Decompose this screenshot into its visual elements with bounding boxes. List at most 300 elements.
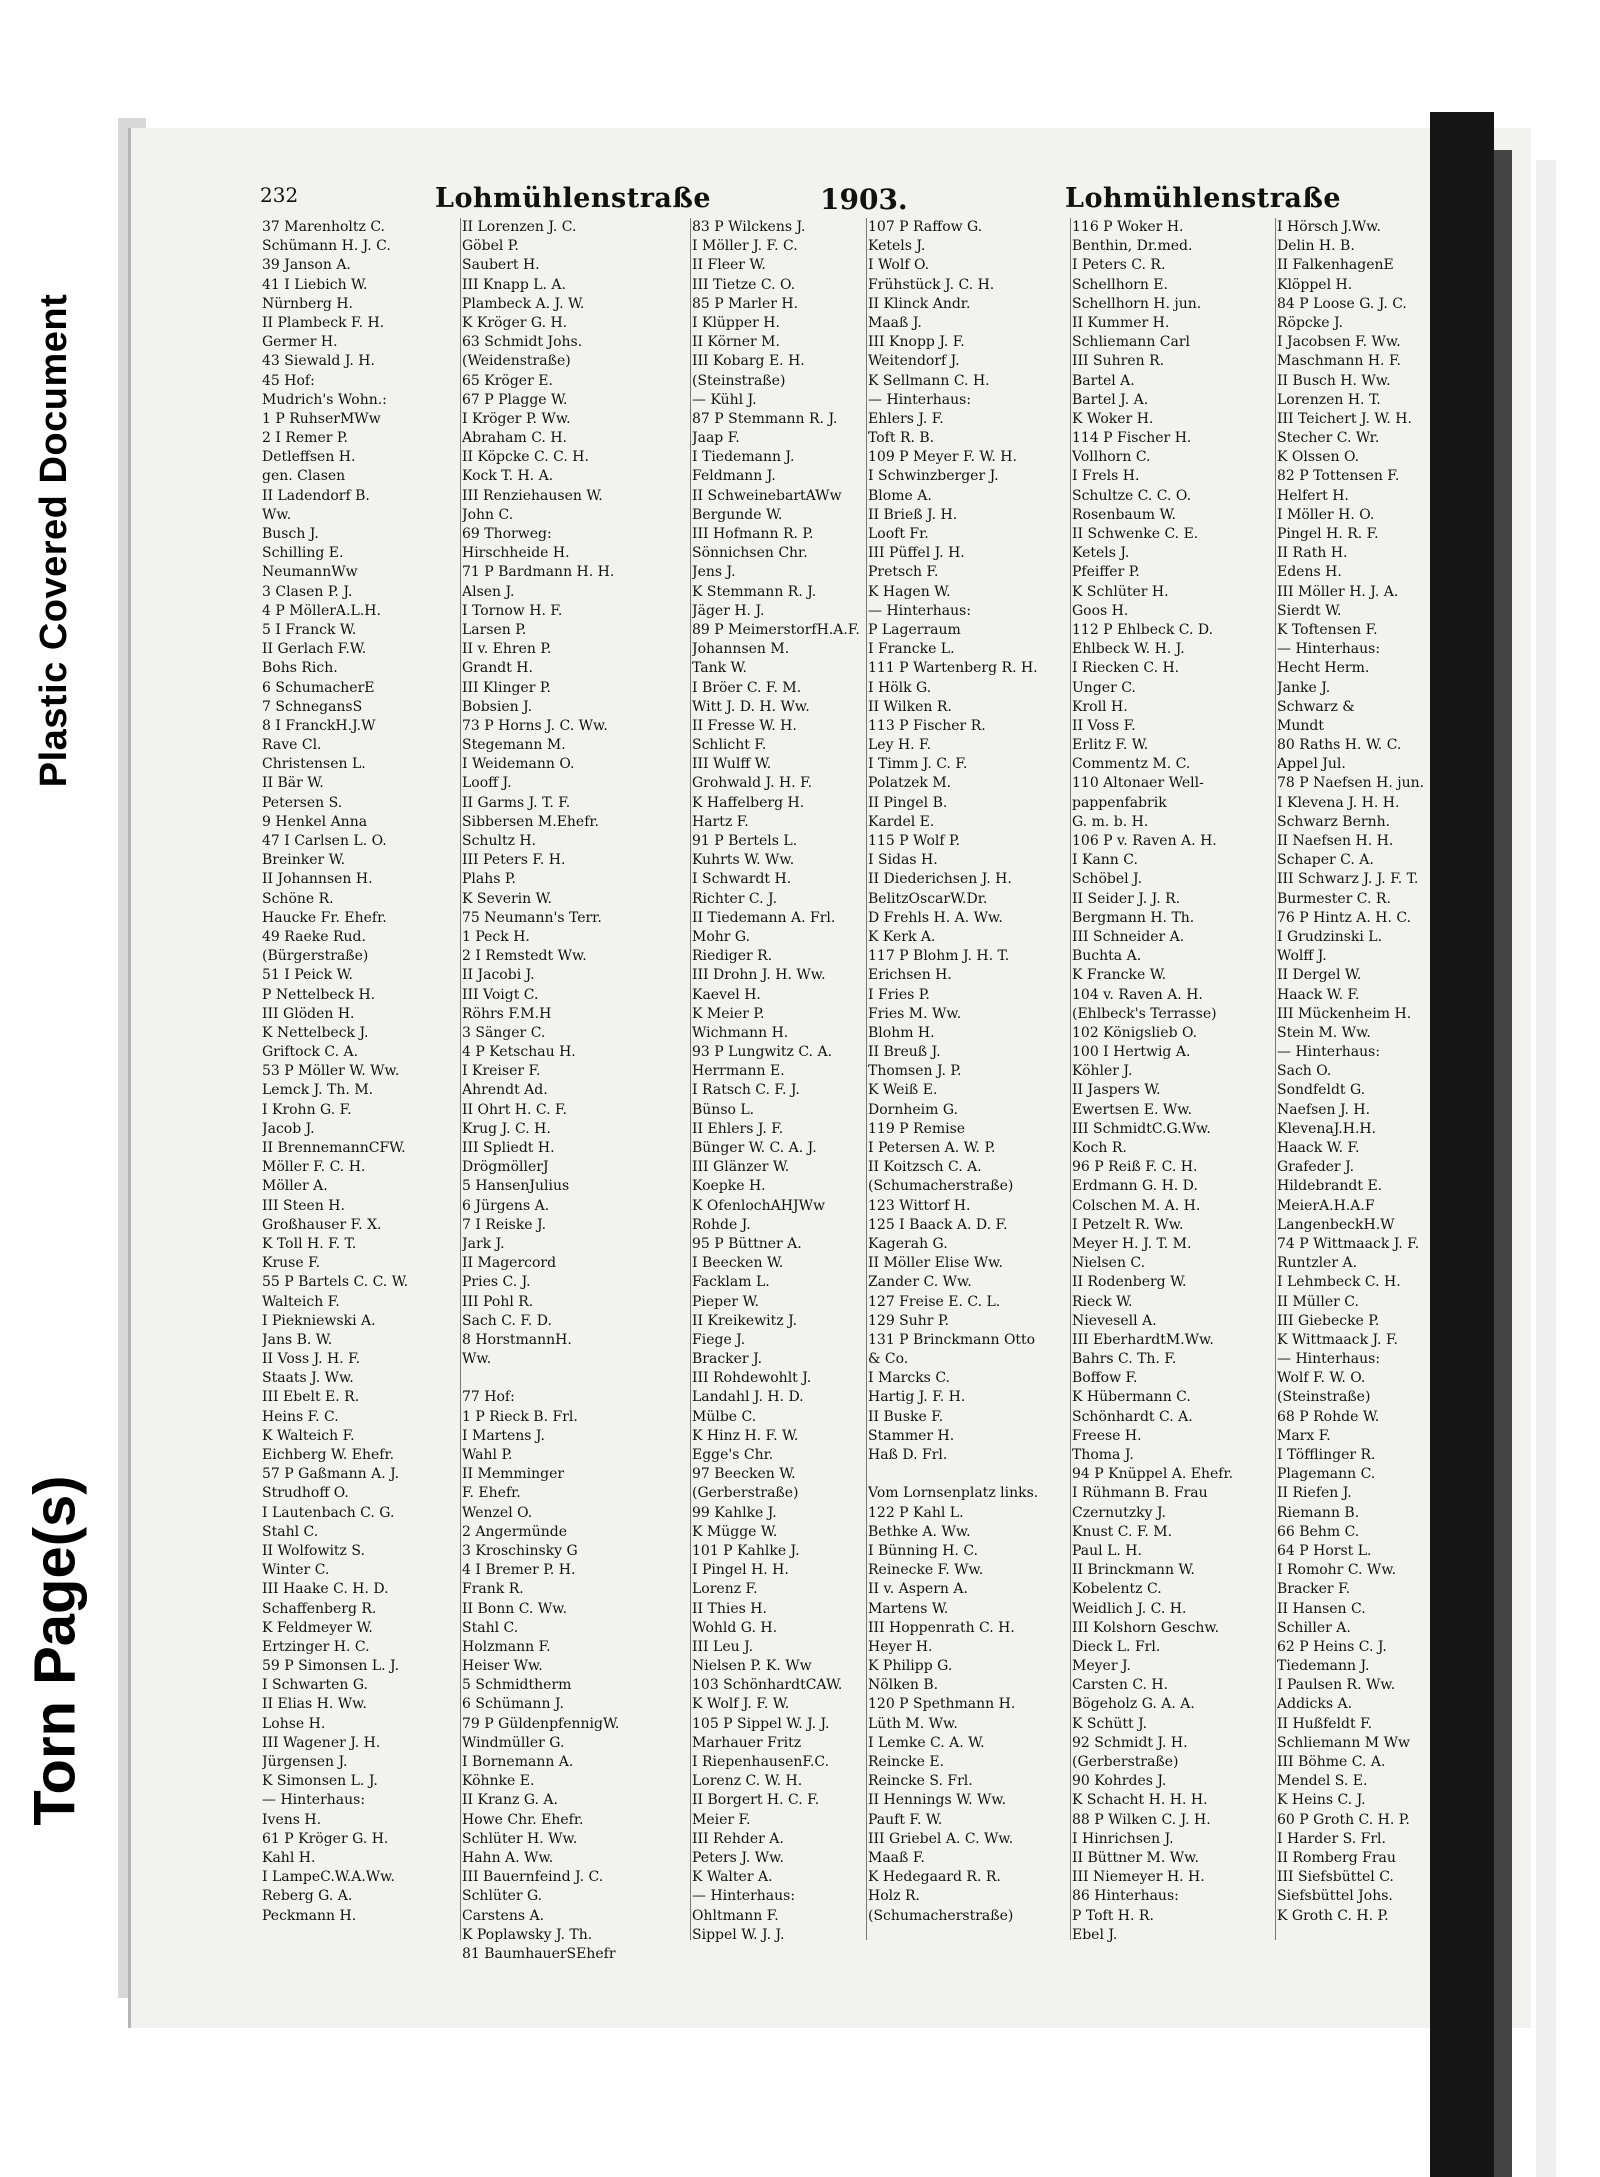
directory-entry: Sondfeldt G.: [1277, 1082, 1366, 1099]
directory-entry: 65 Kröger E.: [462, 372, 553, 389]
directory-entry: III Wagener J. H.: [262, 1734, 381, 1751]
directory-entry: 78 P Naefsen H. jun.: [1277, 775, 1425, 792]
directory-entry: Schlicht F.: [692, 737, 767, 754]
directory-entry: Alsen J.: [462, 583, 515, 600]
directory-entry: Sach C. F. D.: [462, 1312, 552, 1329]
directory-entry: Sibbersen M.Ehefr.: [462, 813, 599, 830]
directory-entry: Lorenz C. W. H.: [692, 1773, 803, 1790]
directory-entry: K Hinz H. F. W.: [692, 1427, 799, 1444]
directory-entry: II Romberg Frau: [1277, 1849, 1396, 1866]
directory-entry: 67 P Plagge W.: [462, 391, 568, 408]
directory-entry: II Tiedemann A. Frl.: [692, 909, 836, 926]
directory-entry: [462, 1369, 686, 1388]
directory-entry: I Hinrichsen J.: [1072, 1830, 1174, 1847]
directory-entry: Schöbel J.: [1072, 871, 1143, 888]
directory-entry: P Nettelbeck H.: [262, 986, 376, 1003]
directory-entry: I Tiedemann J.: [692, 449, 795, 466]
directory-entry: Czernutzky J.: [1072, 1504, 1166, 1521]
directory-entry: Richter C. J.: [692, 890, 778, 907]
directory-entry: I Kann C.: [1072, 852, 1138, 869]
directory-entry: Möller A.: [262, 1178, 328, 1195]
directory-entry: Plambeck A. J. W.: [462, 295, 585, 312]
column-divider: [690, 218, 691, 1940]
directory-entry: Hildebrandt E.: [1277, 1178, 1383, 1195]
directory-entry: III Rohdewohlt J.: [692, 1370, 812, 1387]
directory-entry: (Ehlbeck's Terrasse): [1072, 1005, 1217, 1022]
directory-entry: Weidlich J. C. H.: [1072, 1600, 1187, 1617]
directory-entry: III Voigt C.: [462, 986, 539, 1003]
directory-entry: Wolff J.: [1277, 948, 1327, 965]
directory-entry: gen. Clasen: [262, 468, 346, 485]
directory-entry: Carstens A.: [462, 1907, 545, 1924]
directory-entry: Ewertsen E. Ww.: [1072, 1101, 1193, 1118]
column-divider: [1275, 218, 1276, 1940]
directory-entry: Abraham C. H.: [462, 430, 567, 447]
directory-entry: Schaper C. A.: [1277, 852, 1374, 869]
directory-entry: K Stemmann R. J.: [692, 583, 817, 600]
directory-entry: III Schneider A.: [1072, 928, 1185, 945]
directory-entry: 74 P Wittmaack J. F.: [1277, 1235, 1420, 1252]
directory-entry: I Klüpper H.: [692, 314, 780, 331]
directory-entry: 5 I Franck W.: [262, 621, 357, 638]
directory-entry: 60 P Groth C. H. P.: [1277, 1811, 1410, 1828]
directory-entry: Nölken B.: [868, 1677, 939, 1694]
directory-entry: Erlitz F. W.: [1072, 737, 1149, 754]
directory-entry: — Hinterhaus:: [1277, 1044, 1381, 1061]
directory-entry: Carsten C. H.: [1072, 1677, 1169, 1694]
directory-entry: Holzmann F.: [462, 1638, 551, 1655]
directory-entry: II Kreikewitz J.: [692, 1312, 798, 1329]
directory-entry: II Ehlers J. F.: [692, 1120, 784, 1137]
directory-entry: 86 Hinterhaus:: [1072, 1888, 1179, 1905]
directory-entry: Erdmann G. H. D.: [1072, 1178, 1198, 1195]
directory-entry: Schiller A.: [1277, 1619, 1351, 1636]
directory-entry: II Büttner M. Ww.: [1072, 1849, 1199, 1866]
directory-entry: Sippel W. J. J.: [692, 1926, 785, 1943]
directory-entry: K Mügge W.: [692, 1523, 778, 1540]
directory-entry: John C.: [462, 506, 514, 523]
directory-entry: III Bauernfeind J. C.: [462, 1869, 604, 1886]
directory-entry: I Bornemann A.: [462, 1754, 574, 1770]
directory-entry: Breinker W.: [262, 852, 346, 869]
directory-column-1: [262, 218, 452, 1926]
binding-edge: [1430, 112, 1494, 2177]
directory-entry: II Hennings W. Ww.: [868, 1792, 1007, 1809]
directory-entry: 103 SchönhardtCAW.: [692, 1677, 843, 1694]
directory-entry: [868, 1465, 1066, 1484]
directory-entry: II Fleer W.: [692, 257, 766, 274]
directory-entry: II Hansen C.: [1277, 1600, 1366, 1617]
directory-entry: 6 SchumacherE: [262, 679, 375, 696]
directory-entry: II Bonn C. Ww.: [462, 1600, 567, 1617]
directory-entry: Pingel H. R. F.: [1277, 526, 1379, 542]
directory-entry: K Woker H.: [1072, 410, 1154, 427]
directory-entry: Großhauser F. X.: [262, 1216, 382, 1233]
directory-entry: K Hübermann C.: [1072, 1389, 1191, 1406]
directory-entry: Sönnichsen Chr.: [692, 545, 808, 562]
directory-entry: Feldmann J.: [692, 468, 776, 485]
directory-entry: (Bürgerstraße): [262, 948, 369, 965]
directory-entry: 76 P Hintz A. H. C.: [1277, 909, 1412, 926]
torn-pages-label: [0, 1390, 110, 1910]
directory-entry: Hirschheide H.: [462, 545, 570, 562]
directory-entry: 99 Kahlke J.: [692, 1504, 777, 1521]
directory-entry: III Pohl R.: [462, 1293, 534, 1310]
directory-entry: 5 HansenJulius: [462, 1178, 570, 1195]
directory-entry: 100 I Hertwig A.: [1072, 1044, 1191, 1061]
directory-entry: III EberhardtM.Ww.: [1072, 1331, 1214, 1348]
torn-pages-text: Torn Page(s): [22, 1474, 88, 1826]
directory-entry: 3 Sänger C.: [462, 1024, 546, 1041]
directory-entry: Mohr G.: [692, 928, 751, 945]
directory-entry: III Böhme C. A.: [1277, 1754, 1386, 1770]
directory-entry: Plahs P.: [462, 871, 516, 888]
directory-entry: II Breuß J.: [868, 1044, 941, 1061]
directory-entry: Reincke E.: [868, 1754, 945, 1770]
directory-entry: — Kühl J.: [692, 391, 757, 408]
street-title-left: Lohmühlenstraße: [435, 183, 712, 214]
directory-entry: Nielsen P. K. Ww: [692, 1658, 812, 1675]
directory-entry: Vollhorn C.: [1072, 449, 1151, 466]
directory-entry: 43 Siewald J. H.: [262, 353, 375, 370]
directory-entry: II Jaspers W.: [1072, 1082, 1161, 1099]
directory-entry: Bergmann H. Th.: [1072, 909, 1195, 926]
directory-entry: 77 Hof:: [462, 1389, 515, 1406]
directory-entry: Schwarz Bernh.: [1277, 813, 1391, 830]
directory-entry: I Beecken W.: [692, 1255, 784, 1272]
directory-entry: Köhnke E.: [462, 1773, 535, 1790]
directory-entry: Blome A.: [868, 487, 932, 504]
directory-entry: 2 Angermünde: [462, 1523, 567, 1540]
directory-entry: 1 P RuhserMWw: [262, 410, 381, 427]
directory-entry: Nievesell A.: [1072, 1312, 1157, 1329]
directory-entry: Colschen M. A. H.: [1072, 1197, 1201, 1214]
directory-entry: 105 P Sippel W. J. J.: [692, 1715, 830, 1732]
directory-entry: I Schwardt H.: [692, 871, 792, 888]
directory-entry: (Gerberstraße): [692, 1485, 799, 1502]
directory-entry: Buchta A.: [1072, 948, 1142, 965]
directory-entry: Wolf F. W. O.: [1277, 1370, 1366, 1387]
directory-entry: Rosenbaum W.: [1072, 506, 1176, 523]
directory-entry: Mülbe C.: [692, 1408, 757, 1425]
directory-entry: Eichberg W. Ehefr.: [262, 1447, 395, 1463]
directory-entry: K Hedegaard R. R.: [868, 1869, 1001, 1886]
directory-entry: Haucke Fr. Ehefr.: [262, 909, 387, 926]
directory-entry: I Martens J.: [462, 1427, 545, 1444]
directory-entry: Polatzek M.: [868, 775, 952, 792]
directory-entry: II Voss J. H. F.: [262, 1351, 361, 1368]
directory-entry: KlevenaJ.H.H.: [1277, 1120, 1377, 1137]
directory-entry: Boffow F.: [1072, 1370, 1138, 1387]
directory-entry: Pretsch F.: [868, 564, 939, 581]
directory-entry: K Schütt J.: [1072, 1715, 1148, 1732]
directory-entry: 113 P Fischer R.: [868, 717, 986, 734]
directory-entry: 79 P GüldenpfennigW.: [462, 1715, 620, 1732]
directory-entry: Grafeder J.: [1277, 1159, 1355, 1176]
directory-entry: II Körner M.: [692, 334, 780, 351]
directory-entry: Reincke S. Frl.: [868, 1773, 973, 1790]
directory-entry: Zander C. Ww.: [868, 1274, 972, 1291]
directory-entry: Landahl J. H. D.: [692, 1389, 804, 1406]
directory-entry: II Ladendorf B.: [262, 487, 370, 504]
column-divider: [1070, 218, 1071, 1940]
directory-entry: Runtzler A.: [1277, 1255, 1358, 1272]
directory-entry: III Knopp J. F.: [868, 334, 965, 351]
directory-entry: Köhler J.: [1072, 1063, 1133, 1080]
directory-entry: I Wolf O.: [868, 257, 930, 274]
directory-entry: Maaß F.: [868, 1849, 925, 1866]
directory-entry: III Spliedt H.: [462, 1140, 555, 1156]
directory-entry: II Garms J. T. F.: [462, 794, 571, 811]
directory-entry: Weitendorf J.: [868, 353, 960, 370]
directory-entry: Goos H.: [1072, 602, 1129, 619]
directory-entry: II Brieß J. H.: [868, 506, 958, 523]
directory-column-6: [1277, 218, 1427, 1926]
directory-entry: Blohm H.: [868, 1024, 935, 1041]
directory-entry: I Paulsen R. Ww.: [1277, 1677, 1396, 1694]
directory-entry: II Ohrt H. C. F.: [462, 1101, 567, 1118]
directory-entry: Jaap F.: [692, 430, 740, 447]
directory-entry: III Leu J.: [692, 1638, 754, 1655]
directory-entry: 94 P Knüppel A. Ehefr.: [1072, 1466, 1234, 1483]
directory-entry: Detleffsen H.: [262, 449, 356, 466]
directory-entry: Maschmann H. F.: [1277, 353, 1401, 370]
directory-entry: Ehlers J. F.: [868, 410, 944, 427]
directory-entry: III Peters F. H.: [462, 852, 566, 869]
directory-entry: 82 P Tottensen F.: [1277, 468, 1400, 485]
directory-entry: Toft R. B.: [868, 430, 935, 447]
directory-entry: Bünso L.: [692, 1101, 755, 1118]
directory-entry: Schümann H. J. C.: [262, 238, 391, 255]
directory-entry: 116 P Woker H.: [1072, 219, 1184, 235]
directory-entry: Stahl C.: [462, 1619, 519, 1636]
directory-entry: I Pingel H. H.: [692, 1562, 789, 1579]
directory-entry: 127 Freise E. C. L.: [868, 1293, 1001, 1310]
directory-entry: NeumannWw: [262, 564, 358, 581]
directory-entry: Schellhorn E.: [1072, 276, 1168, 293]
directory-entry: I Marcks C.: [868, 1370, 950, 1387]
directory-entry: Kroll H.: [1072, 698, 1128, 715]
directory-entry: Schilling E.: [262, 545, 344, 562]
directory-entry: K Wolf J. F. W.: [692, 1696, 790, 1713]
directory-entry: Heyer H.: [868, 1638, 933, 1655]
directory-entry: P Toft H. R.: [1072, 1907, 1154, 1924]
directory-entry: 4 P MöllerA.L.H.: [262, 602, 381, 619]
directory-entry: Jans B. W.: [262, 1331, 333, 1348]
directory-entry: 110 Altonaer Well-: [1072, 775, 1204, 792]
directory-entry: K Simonsen L. J.: [262, 1773, 378, 1790]
directory-entry: (Steinstraße): [692, 372, 786, 389]
directory-entry: I Schwarten G.: [262, 1677, 368, 1694]
directory-column-3: [692, 218, 862, 1945]
directory-entry: III Mückenheim H.: [1277, 1005, 1412, 1022]
directory-entry: Kruse F.: [262, 1255, 321, 1272]
directory-entry: II Wilken R.: [868, 698, 952, 715]
directory-entry: Helfert H.: [1277, 487, 1349, 504]
directory-entry: 1 Peck H.: [462, 928, 530, 945]
directory-entry: Mudrich's Wohn.:: [262, 391, 387, 408]
directory-entry: 131 P Brinckmann Otto: [868, 1331, 1036, 1348]
directory-entry: I Kröger P. Ww.: [462, 410, 571, 427]
directory-entry: Paul L. H.: [1072, 1542, 1142, 1559]
directory-entry: 93 P Lungwitz C. A.: [692, 1044, 833, 1061]
directory-entry: 9 Henkel Anna: [262, 813, 368, 830]
directory-entry: 2 I Remstedt Ww.: [462, 948, 587, 965]
directory-entry: III Teichert J. W. H.: [1277, 410, 1412, 427]
directory-entry: 92 Schmidt J. H.: [1072, 1734, 1188, 1751]
directory-entry: Ebel J.: [1072, 1926, 1118, 1943]
directory-entry: I Francke L.: [868, 641, 955, 658]
directory-entry: Windmüller G.: [462, 1734, 565, 1751]
directory-entry: Ketels J.: [1072, 545, 1130, 562]
directory-entry: 8 HorstmannH.: [462, 1331, 572, 1348]
directory-entry: I Jacobsen F. Ww.: [1277, 334, 1401, 351]
directory-entry: Ivens H.: [262, 1811, 322, 1828]
directory-entry: Janke J.: [1277, 679, 1331, 696]
directory-entry: 2 I Remer P.: [262, 430, 348, 447]
directory-entry: III Steen H.: [262, 1197, 345, 1214]
directory-entry: Busch J.: [262, 526, 319, 542]
directory-entry: 61 P Kröger G. H.: [262, 1830, 389, 1847]
directory-entry: Wenzel O.: [462, 1504, 533, 1521]
directory-entry: II Brinckmann W.: [1072, 1562, 1195, 1579]
directory-entry: I Romohr C. Ww.: [1277, 1562, 1397, 1579]
directory-entry: Pfeiffer P.: [1072, 564, 1140, 581]
directory-entry: I Petersen A. W. P.: [868, 1140, 996, 1156]
directory-entry: 129 Suhr P.: [868, 1312, 949, 1329]
directory-entry: Hartig J. F. H.: [868, 1389, 966, 1406]
directory-entry: Wichmann H.: [692, 1024, 789, 1041]
directory-entry: II Diederichsen J. H.: [868, 871, 1012, 888]
directory-entry: Kock T. H. A.: [462, 468, 554, 485]
directory-entry: 95 P Büttner A.: [692, 1235, 802, 1252]
directory-entry: Stahl C.: [262, 1523, 319, 1540]
directory-entry: — Hinterhaus:: [692, 1888, 796, 1905]
directory-entry: II Möller Elise Ww.: [868, 1255, 1003, 1272]
directory-entry: Fries M. Ww.: [868, 1005, 962, 1022]
directory-entry: Ertzinger H. C.: [262, 1638, 370, 1655]
directory-entry: Lorenzen H. T.: [1277, 391, 1381, 408]
directory-entry: Pries C. J.: [462, 1274, 531, 1291]
directory-entry: 115 P Wolf P.: [868, 833, 961, 849]
directory-entry: K Schacht H. H. H.: [1072, 1792, 1208, 1809]
directory-entry: III Hofmann R. P.: [692, 526, 814, 542]
directory-entry: Schliemann Carl: [1072, 334, 1191, 351]
directory-entry: Schaffenberg R.: [262, 1600, 377, 1617]
directory-entry: 81 BaumhauerSEhefr: [462, 1945, 616, 1962]
directory-entry: G. m. b. H.: [1072, 813, 1149, 830]
directory-entry: Rave Cl.: [262, 737, 322, 754]
directory-entry: Ohltmann F.: [692, 1907, 779, 1924]
directory-entry: II Rath H.: [1277, 545, 1348, 562]
directory-entry: Klöppel H.: [1277, 276, 1353, 293]
directory-entry: I Timm J. C. F.: [868, 756, 968, 773]
directory-entry: Ahrendt Ad.: [462, 1082, 548, 1099]
directory-entry: II Busch H. Ww.: [1277, 372, 1391, 389]
directory-entry: Marhauer Fritz: [692, 1734, 802, 1751]
directory-entry: 64 P Horst L.: [1277, 1542, 1372, 1559]
directory-entry: K Poplawsky J. Th.: [462, 1926, 593, 1943]
directory-entry: Jürgensen J.: [262, 1754, 348, 1770]
directory-entry: Vom Lornsenplatz links.: [868, 1485, 1039, 1502]
directory-entry: Addicks A.: [1277, 1696, 1353, 1713]
directory-entry: 8 I FranckH.J.W: [262, 717, 376, 734]
directory-entry: Röpcke J.: [1277, 314, 1343, 331]
directory-entry: 3 Clasen P. J.: [262, 583, 353, 600]
directory-entry: II BrennemannCFW.: [262, 1140, 406, 1156]
directory-entry: Krug J. C. H.: [462, 1120, 551, 1137]
directory-entry: 4 I Bremer P. H.: [462, 1562, 576, 1579]
directory-entry: 4 P Ketschau H.: [462, 1044, 576, 1061]
directory-entry: 120 P Spethmann H.: [868, 1696, 1016, 1713]
directory-entry: I Piekniewski A.: [262, 1312, 376, 1329]
directory-entry: I Sidas H.: [868, 852, 938, 869]
directory-entry: II Fresse W. H.: [692, 717, 797, 734]
directory-entry: Maaß J.: [868, 314, 922, 331]
directory-entry: Ww.: [462, 1351, 492, 1368]
directory-entry: F. Ehefr.: [462, 1485, 521, 1502]
directory-entry: Strudhoff O.: [262, 1485, 349, 1502]
directory-entry: 123 Wittorf H.: [868, 1197, 971, 1214]
directory-entry: II Borgert H. C. F.: [692, 1792, 820, 1809]
directory-entry: 84 P Loose G. J. C.: [1277, 295, 1407, 312]
directory-entry: III Möller H. J. A.: [1277, 583, 1399, 600]
directory-entry: I Petzelt R. Ww.: [1072, 1216, 1184, 1233]
directory-entry: I Tornow H. F.: [462, 602, 563, 619]
directory-entry: — Hinterhaus:: [1277, 1351, 1381, 1368]
page-number: 232: [260, 183, 299, 207]
directory-entry: 37 Marenholtz C.: [262, 219, 385, 235]
directory-entry: III Schwarz J. J. F. T.: [1277, 871, 1419, 888]
directory-entry: II Buske F.: [868, 1408, 944, 1425]
directory-entry: Schlüter G.: [462, 1888, 543, 1905]
directory-entry: I Weidemann O.: [462, 756, 575, 773]
directory-entry: III Kobarg E. H.: [692, 353, 805, 370]
directory-entry: Germer H.: [262, 334, 338, 351]
directory-entry: II Kummer H.: [1072, 314, 1170, 331]
directory-entry: Bögeholz G. A. A.: [1072, 1696, 1195, 1713]
directory-entry: Jacob J.: [262, 1120, 315, 1137]
directory-entry: Griftock C. A.: [262, 1044, 359, 1061]
directory-entry: I RiepenhausenF.C.: [692, 1754, 830, 1770]
directory-entry: Peters J. Ww.: [692, 1849, 784, 1866]
directory-entry: 85 P Marler H.: [692, 295, 799, 312]
directory-entry: 6 Jürgens A.: [462, 1197, 550, 1214]
directory-entry: Plagemann C.: [1277, 1466, 1376, 1483]
directory-entry: Lohse H.: [262, 1715, 326, 1732]
directory-entry: II SchweinebartAWw: [692, 487, 842, 504]
directory-entry: Riediger R.: [692, 948, 773, 965]
directory-entry: Koepke H.: [692, 1178, 766, 1195]
plastic-covered-text: Plastic Covered Document: [33, 293, 76, 787]
directory-entry: K Schlüter H.: [1072, 583, 1169, 600]
directory-entry: K Severin W.: [462, 890, 553, 907]
directory-entry: Mendel S. E.: [1277, 1773, 1368, 1790]
directory-entry: II v. Ehren P.: [462, 641, 552, 658]
directory-entry: P Lagerraum: [868, 621, 961, 638]
directory-entry: Göbel P.: [462, 238, 519, 255]
directory-entry: Wahl P.: [462, 1447, 513, 1463]
directory-entry: 53 P Möller W. Ww.: [262, 1063, 400, 1080]
directory-entry: II Jacobi J.: [462, 967, 535, 984]
directory-entry: Martens W.: [868, 1600, 949, 1617]
directory-entry: Haß D. Frl.: [868, 1447, 948, 1463]
directory-entry: Grandt H.: [462, 660, 533, 677]
directory-entry: (Weidenstraße): [462, 353, 571, 370]
directory-entry: K Meier P.: [692, 1005, 765, 1022]
directory-entry: II Seider J. J. R.: [1072, 890, 1181, 907]
directory-entry: Freese H.: [1072, 1427, 1142, 1444]
